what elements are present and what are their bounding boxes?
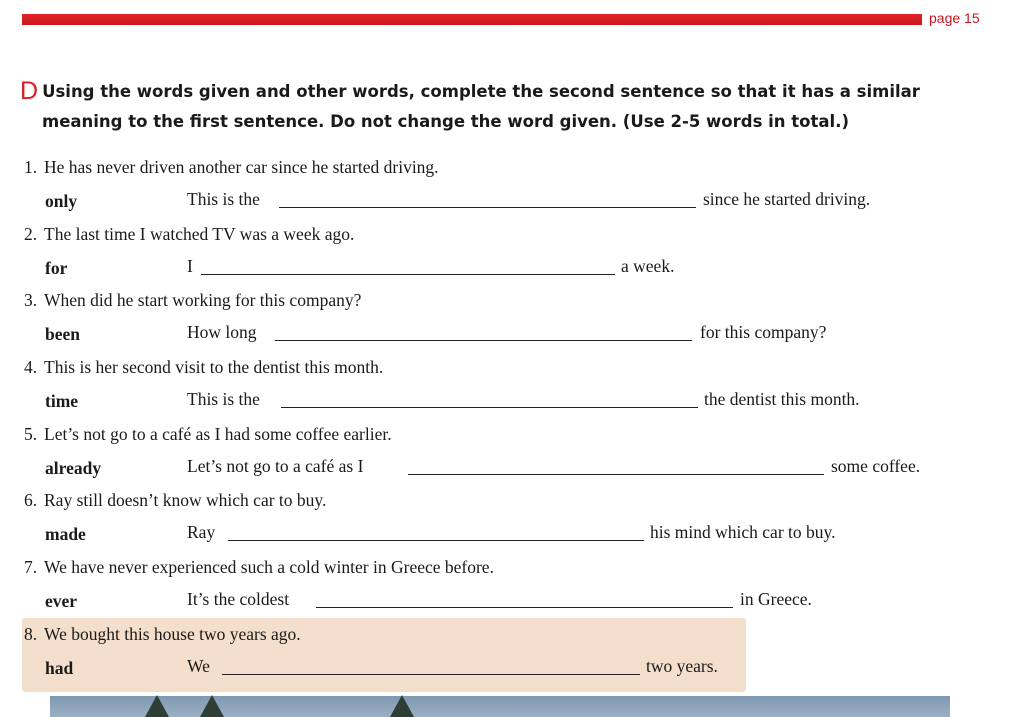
- tree-icon: [145, 695, 169, 717]
- item-4-keyword: time: [45, 391, 79, 411]
- item-1-keyword: only: [45, 191, 78, 211]
- item-5-answer-blank[interactable]: [408, 474, 824, 475]
- item-1-suffix: since he started driving.: [703, 189, 871, 209]
- item-3-answer-blank[interactable]: [275, 340, 692, 341]
- item-6-suffix: his mind which car to buy.: [650, 522, 836, 542]
- item-2-suffix: a week.: [621, 256, 675, 276]
- page-number: page 15: [929, 10, 980, 26]
- instructions-line-1: Using the words given and other words, complete the second sentence so that it has a similar: [42, 82, 920, 101]
- item-4-sentence: 4. This is her second visit to the dentist this month.: [24, 357, 384, 377]
- item-7-suffix: in Greece.: [740, 589, 812, 609]
- tree-icon: [200, 695, 224, 717]
- item-8-sentence: 8. We bought this house two years ago.: [24, 624, 301, 644]
- item-2-prefix: I: [187, 256, 193, 276]
- item-5-sentence: 5. Let’s not go to a café as I had some coffee earlier.: [24, 424, 392, 444]
- item-3-keyword: been: [45, 324, 80, 344]
- exercise-letter: D: [20, 77, 39, 105]
- item-7-prefix: It’s the coldest: [187, 589, 290, 609]
- item-3-suffix: for this company?: [700, 322, 827, 342]
- item-5-suffix: some coffee.: [831, 456, 921, 476]
- item-6-keyword: made: [45, 524, 86, 544]
- item-4-answer-blank[interactable]: [281, 407, 698, 408]
- item-2-answer-blank[interactable]: [201, 274, 615, 275]
- item-1-sentence: 1. He has never driven another car since he started driving.: [24, 157, 439, 177]
- instructions-line-2: meaning to the first sentence. Do not change the word given. (Use 2-5 words in total.): [42, 112, 850, 131]
- item-6-answer-blank[interactable]: [228, 540, 644, 541]
- item-8-answer-blank[interactable]: [222, 674, 640, 675]
- item-8-suffix: two years.: [646, 656, 718, 676]
- header-red-bar: [22, 14, 922, 25]
- item-1-answer-blank[interactable]: [279, 207, 696, 208]
- bottom-photo-strip: [50, 696, 950, 717]
- item-5-keyword: already: [45, 458, 102, 478]
- item-6-sentence: 6. Ray still doesn’t know which car to buy.: [24, 490, 327, 510]
- item-8-keyword: had: [45, 658, 74, 678]
- item-3-prefix: How long: [187, 322, 257, 342]
- item-2-sentence: 2. The last time I watched TV was a week ago.: [24, 224, 355, 244]
- item-2-keyword: for: [45, 258, 68, 278]
- item-5-prefix: Let’s not go to a café as I: [187, 456, 364, 476]
- exercise-instructions: [20, 76, 960, 137]
- tree-icon: [390, 695, 414, 717]
- item-4-prefix: This is the: [187, 389, 260, 409]
- item-1-prefix: This is the: [187, 189, 260, 209]
- item-8-prefix: We: [187, 656, 210, 676]
- item-3-sentence: 3. When did he start working for this company?: [24, 290, 362, 310]
- item-4-suffix: the dentist this month.: [704, 389, 860, 409]
- item-7-keyword: ever: [45, 591, 78, 611]
- item-7-answer-blank[interactable]: [316, 607, 733, 608]
- item-6-prefix: Ray: [187, 522, 216, 542]
- item-7-sentence: 7. We have never experienced such a cold winter in Greece before.: [24, 557, 494, 577]
